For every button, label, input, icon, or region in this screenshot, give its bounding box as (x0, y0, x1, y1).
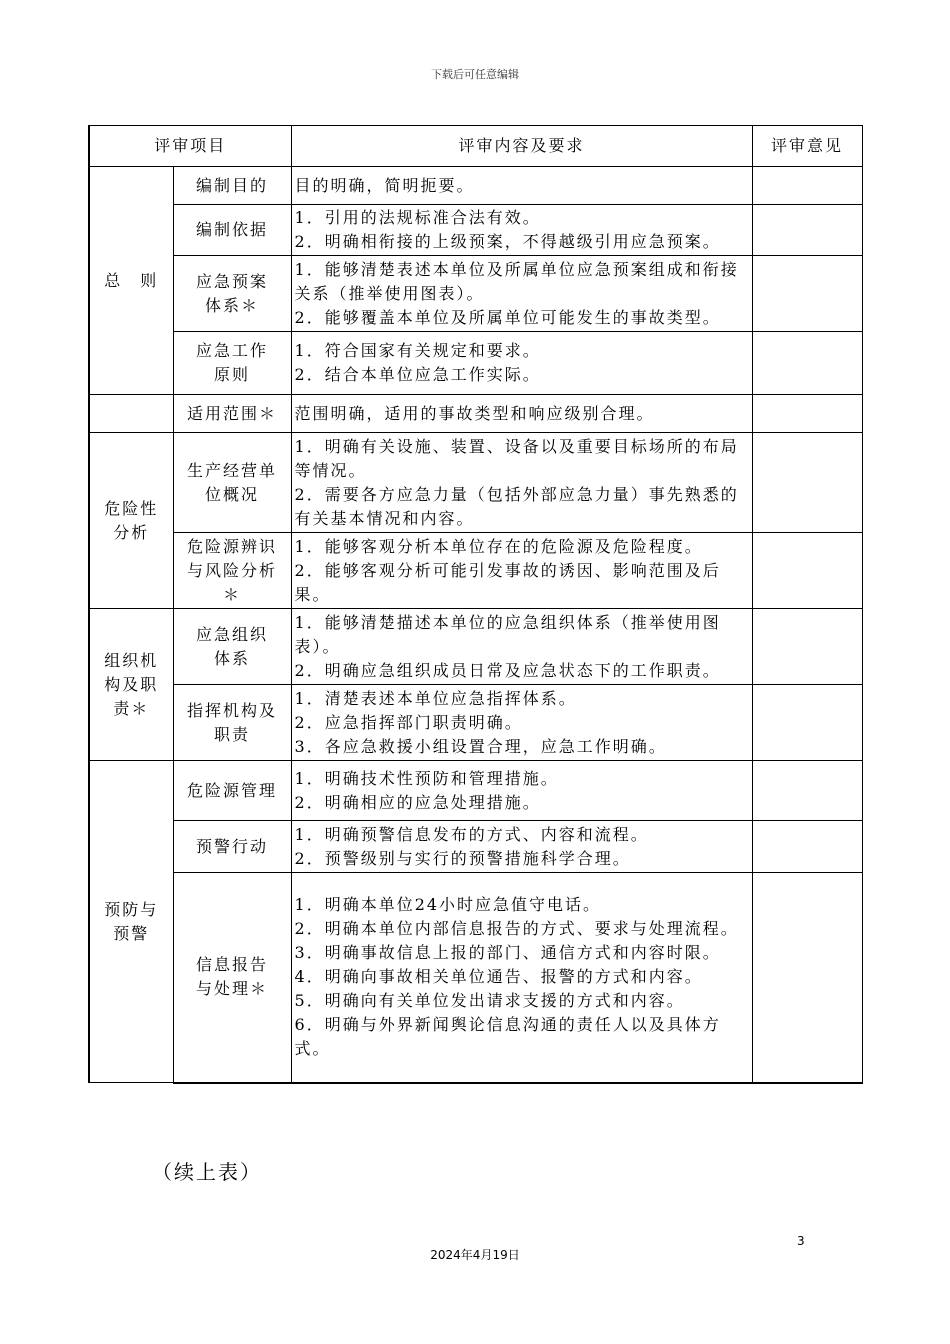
content-cell (291, 873, 752, 1083)
content-cell (291, 685, 752, 761)
table-header-row (89, 126, 862, 167)
content-line: 6．明确与外界新闻舆论信息沟通的责任人以及具体方式。 (294, 1015, 721, 1059)
content-line: 1．明确有关设施、装置、设备以及重要目标场所的布局等情况。 (294, 436, 739, 480)
content-line: 2．预警级别与实行的预警措施科学合理。 (294, 848, 631, 868)
category-cell: 危险性 分析 (89, 433, 173, 609)
table-row (89, 873, 862, 1083)
opinion-cell[interactable] (752, 395, 862, 433)
content-cell (291, 395, 752, 433)
content-line: 2．明确本单位内部信息报告的方式、要求与处理流程。 (294, 919, 739, 939)
footer-date: 2024年4月19日 (430, 1248, 520, 1262)
content-cell (291, 256, 752, 332)
content-line: 2．明确应急组织成员日常及应急状态下的工作职责。 (294, 660, 721, 680)
table-row (89, 167, 862, 205)
item-cell: 生产经营单 位概况 (173, 433, 291, 533)
item-cell: 应急组织 体系 (173, 609, 291, 685)
category-cell: 预防与 预警 (89, 761, 173, 1083)
opinion-cell[interactable] (752, 433, 862, 533)
page-number: 3 (797, 1234, 805, 1248)
content-line: 1．符合国家有关规定和要求。 (294, 341, 541, 360)
opinion-cell[interactable] (752, 873, 862, 1083)
content-line: 1．引用的法规标准合法有效。 (294, 208, 541, 227)
content-line: 2．应急指挥部门职责明确。 (294, 712, 523, 732)
table-row (89, 685, 862, 761)
opinion-cell[interactable] (752, 533, 862, 609)
category-cell: 总 则 (89, 167, 173, 395)
item-cell: 指挥机构及 职责 (173, 685, 291, 761)
table-row (89, 205, 862, 256)
content-cell (291, 433, 752, 533)
header-review-opinion: 评审意见 (752, 126, 862, 167)
content-line: 3．明确事故信息上报的部门、通信方式和内容时限。 (294, 943, 721, 963)
table-row (89, 433, 862, 533)
table-row (89, 332, 862, 395)
content-cell (291, 205, 752, 256)
review-table (88, 125, 863, 1084)
content-line: 1．明确技术性预防和管理措施。 (294, 768, 559, 788)
item-cell: 编制依据 (173, 205, 291, 256)
content-line: 1．能够客观分析本单位存在的危险源及危险程度。 (294, 536, 703, 556)
content-cell (291, 609, 752, 685)
content-line: 2．明确相衔接的上级预案，不得越级引用应急预案。 (294, 232, 721, 251)
opinion-cell[interactable] (752, 821, 862, 873)
page-header: 下载后可任意编辑 (431, 68, 519, 81)
content-line: 2．明确相应的应急处理措施。 (294, 792, 541, 812)
table-row (89, 256, 862, 332)
content-cell (291, 533, 752, 609)
content-line: 2．结合本单位应急工作实际。 (294, 365, 541, 384)
content-cell (291, 167, 752, 205)
content-cell (291, 761, 752, 821)
item-cell: 应急预案 体系＊ (173, 256, 291, 332)
content-line: 2．能够覆盖本单位及所属单位可能发生的事故类型。 (294, 307, 721, 327)
content-line: 5．明确向有关单位发出请求支援的方式和内容。 (294, 991, 685, 1011)
content-line: 1．明确本单位24小时应急值守电话。 (294, 895, 602, 915)
header-review-content: 评审内容及要求 (291, 126, 752, 167)
content-line: 1．能够清楚描述本单位的应急组织体系（推举使用图表）。 (294, 612, 721, 656)
content-line: 目的明确，简明扼要。 (294, 175, 475, 195)
content-line: 1．能够清楚表述本单位及所属单位应急预案组成和衔接关系（推举使用图表）。 (294, 259, 739, 303)
content-line: 1．明确预警信息发布的方式、内容和流程。 (294, 824, 649, 844)
opinion-cell[interactable] (752, 332, 862, 395)
item-cell: 危险源管理 (173, 761, 291, 821)
opinion-cell[interactable] (752, 609, 862, 685)
category-cell: 组织机 构及职 责＊ (89, 609, 173, 761)
header-review-item: 评审项目 (89, 126, 291, 167)
opinion-cell[interactable] (752, 167, 862, 205)
continuation-note: （续上表） (152, 1160, 262, 1184)
content-line: 范围明确，适用的事故类型和响应级别合理。 (294, 403, 655, 423)
opinion-cell[interactable] (752, 205, 862, 256)
item-cell: 编制目的 (173, 167, 291, 205)
content-line: 1．清楚表述本单位应急指挥体系。 (294, 688, 577, 708)
table-row (89, 533, 862, 609)
content-line: 4．明确向事故相关单位通告、报警的方式和内容。 (294, 967, 703, 987)
item-cell: 预警行动 (173, 821, 291, 873)
opinion-cell[interactable] (752, 761, 862, 821)
item-cell: 适用范围＊ (173, 395, 291, 433)
item-cell: 危险源辨识 与风险分析 ＊ (173, 533, 291, 609)
content-cell (291, 821, 752, 873)
content-line: 2．能够客观分析可能引发事故的诱因、影响范围及后果。 (294, 560, 721, 604)
table-row (89, 609, 862, 685)
table-body (89, 167, 862, 1083)
item-cell: 信息报告 与处理＊ (173, 873, 291, 1083)
opinion-cell[interactable] (752, 256, 862, 332)
table-row (89, 761, 862, 821)
content-line: 3．各应急救援小组设置合理，应急工作明确。 (294, 736, 667, 756)
content-cell (291, 332, 752, 395)
category-cell (89, 395, 173, 433)
content-line: 2．需要各方应急力量（包括外部应急力量）事先熟悉的有关基本情况和内容。 (294, 484, 739, 528)
table-row (89, 395, 862, 433)
table-row (89, 821, 862, 873)
opinion-cell[interactable] (752, 685, 862, 761)
item-cell: 应急工作 原则 (173, 332, 291, 395)
